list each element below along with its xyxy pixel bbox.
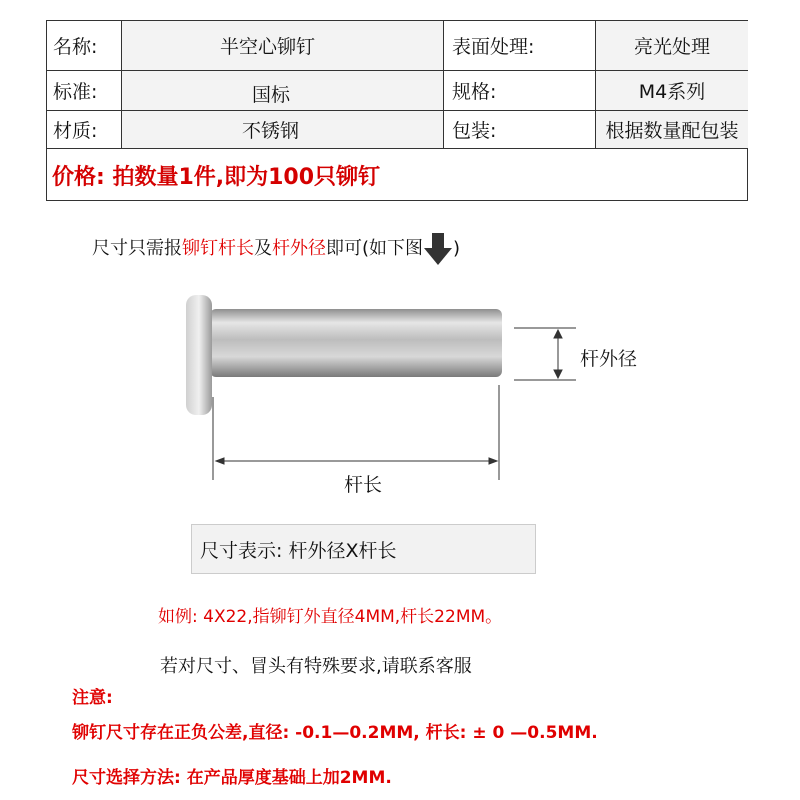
note-title: 注意: <box>72 688 113 708</box>
down-arrow-icon <box>423 232 453 266</box>
name-value <box>122 21 444 70</box>
rivet-image <box>186 295 502 415</box>
selection-method-note: 尺寸选择方法: 在产品厚度基础上加2MM. <box>72 768 392 788</box>
surface-label: 表面处理: <box>444 21 596 70</box>
name-label: 名称: <box>47 21 122 70</box>
price-row <box>47 149 747 201</box>
material-value-text: 不锈钢 <box>242 120 300 142</box>
name-value-text: 半空心铆钉 <box>220 36 316 58</box>
spec-row-1 <box>47 21 747 71</box>
intro-highlight-diameter: 杆外径 <box>272 238 326 259</box>
spec-table <box>46 20 748 201</box>
material-value <box>122 111 444 148</box>
intro-text-2: 及 <box>254 238 272 259</box>
spec-row-2 <box>47 71 747 111</box>
material-label: 材质: <box>47 111 122 148</box>
packaging-value: 根据数量配包装 <box>596 111 748 148</box>
size-example: 如例: 4X22,指铆钉外直径4MM,杆长22MM。 <box>158 607 503 627</box>
rivet-diagram <box>180 285 660 505</box>
spec-row-3 <box>47 111 747 149</box>
surface-value: 亮光处理 <box>596 21 748 70</box>
length-label: 杆长 <box>344 474 383 496</box>
length-dimension <box>213 385 499 480</box>
tolerance-note: 铆钉尺寸存在正负公差,直径: -0.1—0.2MM, 杆长: ± 0 —0.5MM. <box>72 723 598 743</box>
intro-text-1: 尺寸只需报 <box>92 238 182 259</box>
intro-text-4: ) <box>453 238 461 259</box>
contact-note: 若对尺寸、冒头有特殊要求,请联系客服 <box>160 656 472 677</box>
packaging-label: 包装: <box>444 111 596 148</box>
spec-value: M4系列 <box>596 71 748 110</box>
intro-text-3: 即可(如下图 <box>326 238 424 259</box>
intro-highlight-length: 铆钉杆长 <box>182 238 254 259</box>
size-instruction <box>92 232 460 266</box>
diameter-label: 杆外径 <box>580 348 638 370</box>
size-format-box: 尺寸表示: 杆外径X杆长 <box>191 524 536 574</box>
standard-value <box>122 71 444 110</box>
standard-value-text: 国标 <box>252 84 291 106</box>
spec-label: 规格: <box>444 71 596 110</box>
diameter-dimension <box>514 328 576 380</box>
standard-label: 标准: <box>47 71 122 110</box>
price-text: 价格: 拍数量1件,即为100只铆钉 <box>52 164 381 190</box>
